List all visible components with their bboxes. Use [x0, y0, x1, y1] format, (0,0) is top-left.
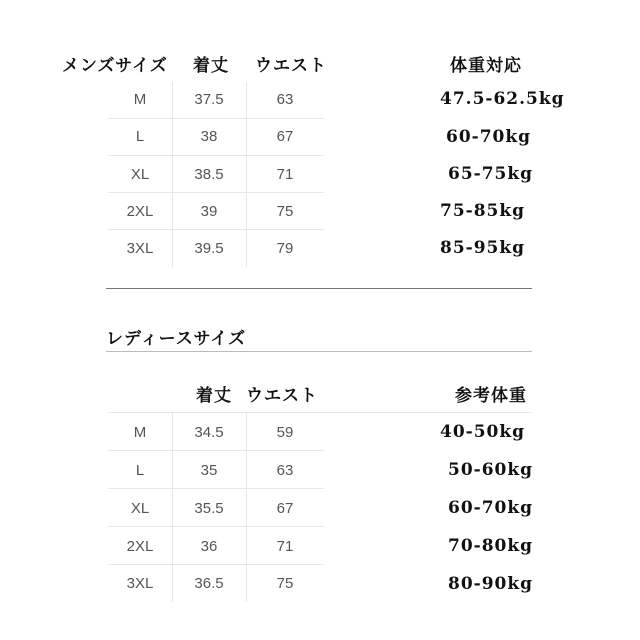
weight-cell: 60-70kg [446, 127, 532, 147]
length-cell: 38.5 [194, 166, 224, 183]
waist-cell: 71 [276, 538, 294, 555]
ladies-header-waist: ウエスト [246, 386, 318, 406]
size-cell: XL [130, 166, 150, 183]
size-cell: M [133, 91, 147, 108]
weight-cell: 75-85kg [440, 201, 526, 221]
mens-header-length: 着丈 [193, 56, 229, 76]
length-cell: 38 [200, 128, 218, 145]
waist-cell: 63 [276, 462, 294, 479]
length-cell: 36 [200, 538, 218, 555]
length-cell: 36.5 [194, 575, 224, 592]
size-cell: M [133, 424, 147, 441]
waist-cell: 79 [276, 240, 294, 257]
length-cell: 35 [200, 462, 218, 479]
mens-title: メンズサイズ [62, 56, 168, 76]
length-cell: 34.5 [194, 424, 224, 441]
length-cell: 37.5 [194, 91, 224, 108]
weight-cell: 50-60kg [448, 460, 534, 480]
waist-cell: 67 [276, 500, 294, 517]
weight-cell: 47.5-62.5kg [440, 89, 565, 109]
length-cell: 35.5 [194, 500, 224, 517]
size-cell: L [135, 462, 145, 479]
ladies-title-underline [106, 351, 532, 352]
ladies-header-length: 着丈 [196, 386, 232, 406]
weight-cell: 85-95kg [440, 238, 526, 258]
weight-cell: 80-90kg [448, 574, 534, 594]
size-cell: 3XL [126, 575, 154, 592]
ladies-header-weight: 参考体重 [455, 386, 527, 406]
size-cell: 2XL [126, 538, 154, 555]
size-cell: 2XL [126, 203, 154, 220]
size-cell: L [135, 128, 145, 145]
length-cell: 39 [200, 203, 218, 220]
waist-cell: 67 [276, 128, 294, 145]
size-cell: XL [130, 500, 150, 517]
waist-cell: 75 [276, 575, 294, 592]
mens-header-waist: ウエスト [255, 56, 327, 76]
waist-cell: 59 [276, 424, 294, 441]
waist-cell: 75 [276, 203, 294, 220]
weight-cell: 70-80kg [448, 536, 534, 556]
section-divider [106, 288, 532, 289]
size-cell: 3XL [126, 240, 154, 257]
weight-cell: 40-50kg [440, 422, 526, 442]
length-cell: 39.5 [194, 240, 224, 257]
ladies-title: レディースサイズ [106, 329, 247, 349]
weight-cell: 60-70kg [448, 498, 534, 518]
mens-header-weight: 体重対応 [450, 56, 522, 76]
weight-cell: 65-75kg [448, 164, 534, 184]
waist-cell: 71 [276, 166, 294, 183]
waist-cell: 63 [276, 91, 294, 108]
